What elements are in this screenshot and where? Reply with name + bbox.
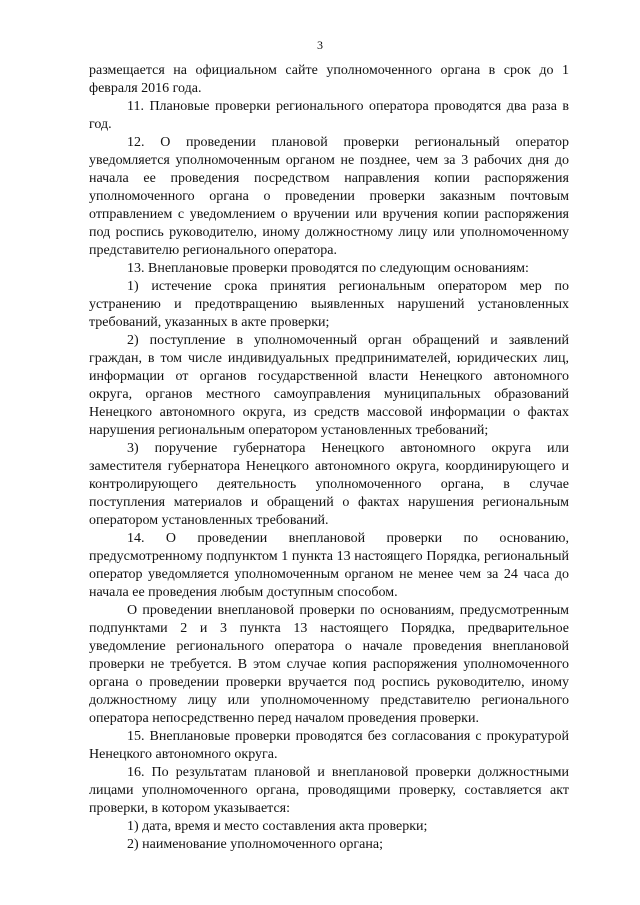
paragraph-item-11: 11. Плановые проверки регионального оператора проводятся два раза в год. (89, 99, 569, 132)
paragraph-item-13-sub-3: 3) поручение губернатора Ненецкого автономного округа или заместителя губернатора Ненецкого автономного округа, координирующего и контролирующего деятельность уполномоченного органа, в случае поступления материалов и обращений о фактах нарушения региональным оператором установленных требований. (89, 441, 569, 528)
paragraph-continuation: размещается на официальном сайте уполномоченного органа в срок до 1 февраля 2016 года. (89, 63, 569, 96)
paragraph-item-12: 12. О проведении плановой проверки региональный оператор уведомляется уполномоченным органом не позднее, чем за 3 рабочих дня до начала ее проведения посредством направления копии распоряжения уполномоченного органа о проведении проверки заказным почтовым отправлением с уведомлением о вручении или вручения копии распоряжения под роспись руководителю, иному должностному лицу или уполномоченному представителю регионального оператора. (89, 135, 569, 258)
paragraph-item-13-sub-2: 2) поступление в уполномоченный орган обращений и заявлений граждан, в том числе индивидуальных предпринимателей, юридических лиц, информации от органов государственной власти Ненецкого автономного округа, органов местного самоуправления муниципальных образований Ненецкого автономного округа, из средств массовой информации о фактах нарушения региональным оператором установленных требований; (89, 333, 569, 438)
paragraph-item-15: 15. Внеплановые проверки проводятся без согласования с прокуратурой Ненецкого автономного округа. (89, 729, 569, 762)
paragraph-item-13-sub-1: 1) истечение срока принятия региональным оператором мер по устранению и предотвращению выявленных нарушений установленных требований, указанных в акте проверки; (89, 279, 569, 330)
paragraph-item-16-sub-2: 2) наименование уполномоченного органа; (127, 837, 383, 852)
document-body (89, 62, 569, 854)
paragraph-item-16: 16. По результатам плановой и внеплановой проверки должностными лицами уполномоченного органа, проводящими проверку, составляется акт проверки, в котором указывается: (89, 765, 569, 816)
paragraph-item-16-sub-1: 1) дата, время и место составления акта проверки; (127, 819, 428, 834)
paragraph-item-14-continued: О проведении внеплановой проверки по основаниям, предусмотренным подпунктами 2 и 3 пункта 13 настоящего Порядка, предварительное уведомление регионального оператора о начале проведения внеплановой проверки не требуется. В этом случае копия распоряжения уполномоченного органа о проведении проверки вручается под роспись руководителю, иному должностному лицу или уполномоченному представителю регионального оператора непосредственно перед началом проведения проверки. (89, 603, 569, 726)
page-number: 3 (317, 38, 323, 52)
paragraph-item-14: 14. О проведении внеплановой проверки по основанию, предусмотренному подпунктом 1 пункта 13 настоящего Порядка, региональный оператор уведомляется уполномоченным органом не менее чем за 24 часа до начала ее проведения любым доступным способом. (89, 531, 569, 600)
paragraph-item-13: 13. Внеплановые проверки проводятся по следующим основаниям: (127, 261, 529, 276)
